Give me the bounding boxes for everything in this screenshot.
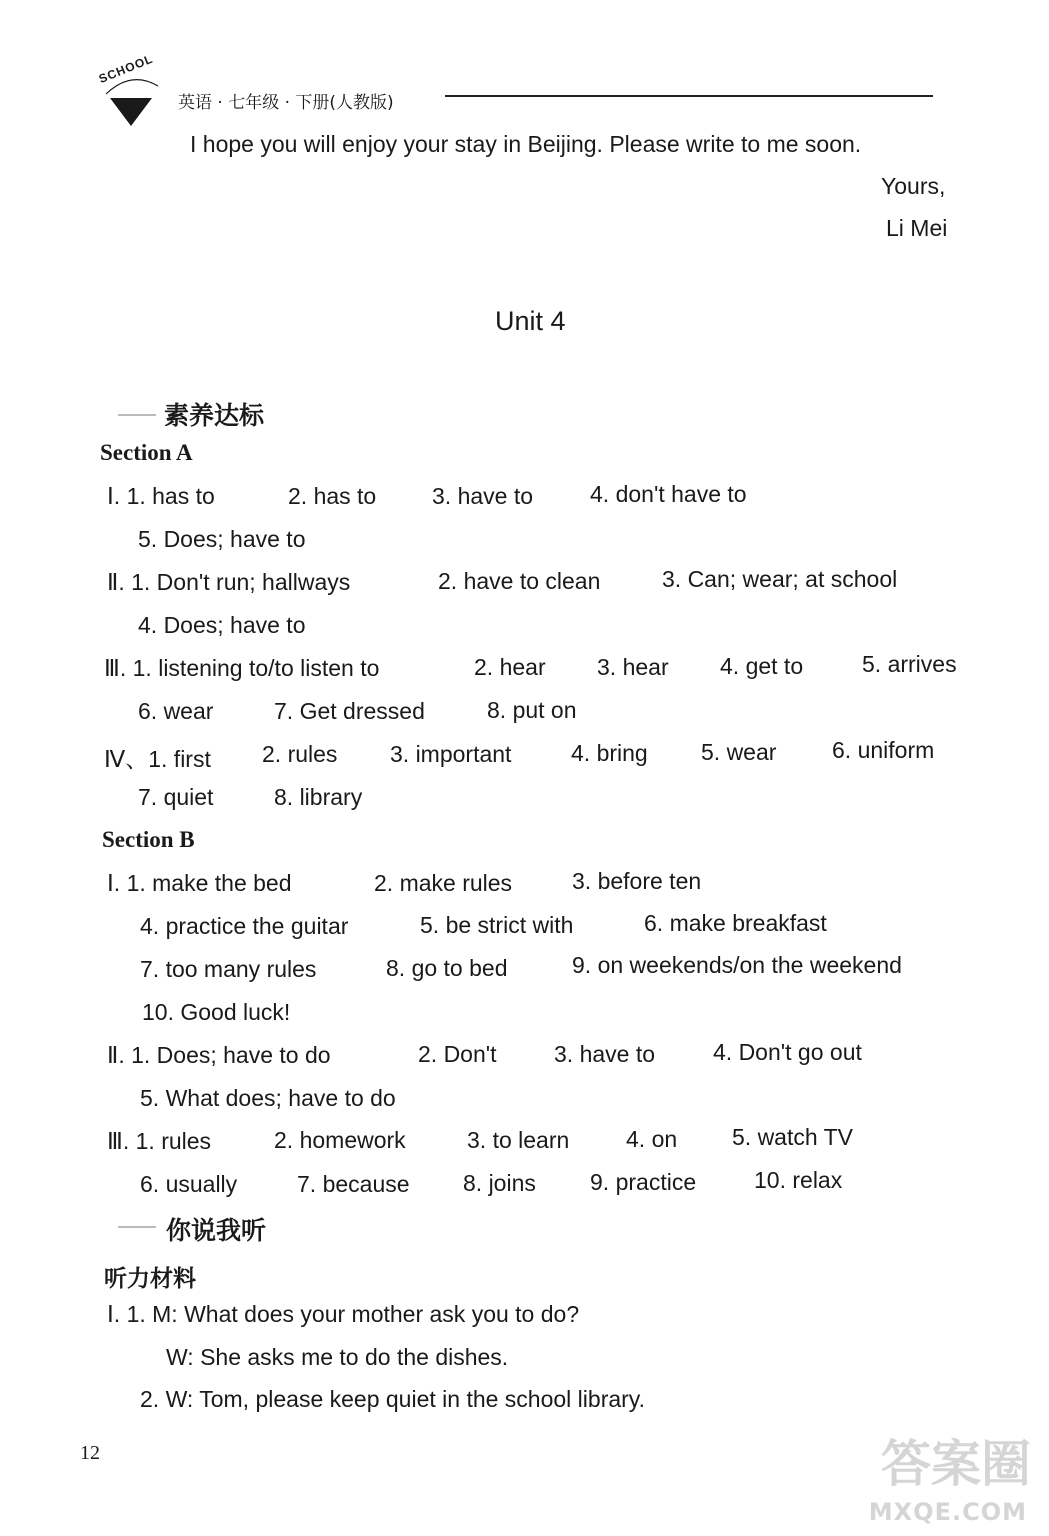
answer-item: 2. Don't — [418, 1041, 497, 1067]
answer-item: 10. relax — [754, 1167, 843, 1193]
answer-item: 3. hear — [597, 654, 669, 680]
watermark-logo — [845, 1418, 1035, 1528]
answer-item: 6. wear — [138, 698, 214, 724]
answer-item: 2. make rules — [374, 870, 513, 896]
answer-item: 6. uniform — [832, 737, 935, 763]
answer-item: 8. joins — [463, 1170, 536, 1196]
answer-item: 2. has to — [288, 483, 377, 509]
answer-item: 3. Can; wear; at school — [662, 566, 898, 592]
section-a-label: Section A — [100, 440, 193, 465]
answer-item: 7. Get dressed — [274, 698, 425, 724]
answer-item: 5. be strict with — [420, 912, 574, 938]
answer-item: Ⅱ. 1. Does; have to do — [107, 1042, 331, 1068]
answer-item: 3. have to — [432, 483, 534, 509]
answer-item: 4. don't have to — [590, 481, 747, 507]
page-number: 12 — [80, 1442, 100, 1464]
answer-item: 8. go to bed — [386, 955, 508, 981]
answer-item: 4. Don't go out — [713, 1039, 862, 1065]
listening-line: 2. W: Tom, please keep quiet in the school library. — [140, 1386, 645, 1412]
answer-item: 6. usually — [140, 1171, 238, 1197]
answer-item: 3. to learn — [467, 1127, 570, 1153]
answer-item: 9. practice — [590, 1169, 697, 1195]
part1-heading: 素养达标 — [164, 401, 265, 430]
answer-item: 5. watch TV — [732, 1124, 854, 1150]
answer-item: 9. on weekends/on the weekend — [572, 952, 902, 978]
answer-item: 4. on — [626, 1126, 678, 1152]
letter-closing: Yours, — [881, 173, 946, 199]
answer-item: 3. have to — [554, 1041, 656, 1067]
school-logo — [96, 51, 164, 130]
logo-text: SCHOOL — [96, 51, 156, 86]
answer-item: 2. have to clean — [438, 568, 601, 594]
answer-item: Ⅲ. 1. rules — [107, 1128, 212, 1154]
answer-item: 10. Good luck! — [142, 999, 291, 1025]
answer-item: 7. too many rules — [140, 956, 317, 982]
answer-item: 4. bring — [571, 740, 648, 766]
answer-item: 5. Does; have to — [138, 526, 306, 552]
listening-line: W: She asks me to do the dishes. — [166, 1344, 509, 1370]
answer-item: 3. before ten — [572, 868, 702, 894]
answer-item: Ⅱ. 1. Don't run; hallways — [107, 569, 351, 595]
answer-item: Ⅰ. 1. has to — [107, 483, 215, 509]
answer-item: Ⅰ. 1. make the bed — [107, 870, 292, 896]
answer-item: 2. rules — [262, 741, 338, 767]
letter-signature: Li Mei — [886, 215, 948, 241]
unit-title: Unit 4 — [495, 306, 566, 336]
answer-item: 8. library — [274, 784, 363, 810]
answer-item: 6. make breakfast — [644, 910, 827, 936]
listening-label: 听力材料 — [104, 1266, 196, 1292]
header-title: 英语 · 七年级 · 下册(人教版) — [178, 93, 394, 113]
answer-item: 4. Does; have to — [138, 612, 306, 638]
part2-heading: 你说我听 — [166, 1216, 267, 1245]
answer-item: 4. get to — [720, 653, 804, 679]
answer-item: Ⅲ. 1. listening to/to listen to — [104, 655, 380, 681]
answer-item: 8. put on — [487, 697, 577, 723]
answer-item: 5. What does; have to do — [140, 1085, 396, 1111]
answer-item: 7. quiet — [138, 784, 214, 810]
letter-body: I hope you will enjoy your stay in Beijing. Please write to me soon. — [190, 131, 862, 157]
answer-item: 5. wear — [701, 739, 777, 765]
section-b-label: Section B — [102, 827, 195, 852]
answer-item: 2. homework — [274, 1127, 406, 1153]
heading-dash — [118, 414, 156, 416]
watermark-text: 答案圈 — [881, 1435, 1031, 1493]
answer-item: 4. practice the guitar — [140, 913, 349, 939]
answer-item: 7. because — [297, 1171, 410, 1197]
answer-item: Ⅳ、1. first — [104, 746, 211, 772]
answer-item: 2. hear — [474, 654, 546, 680]
listening-line: Ⅰ. 1. M: What does your mother ask you to do? — [107, 1301, 580, 1327]
header-rule — [445, 95, 933, 97]
heading-dash — [118, 1226, 156, 1228]
answer-item: 5. arrives — [862, 651, 957, 677]
watermark-url: MXQE.COM — [868, 1498, 1027, 1526]
answer-item: 3. important — [390, 741, 512, 767]
